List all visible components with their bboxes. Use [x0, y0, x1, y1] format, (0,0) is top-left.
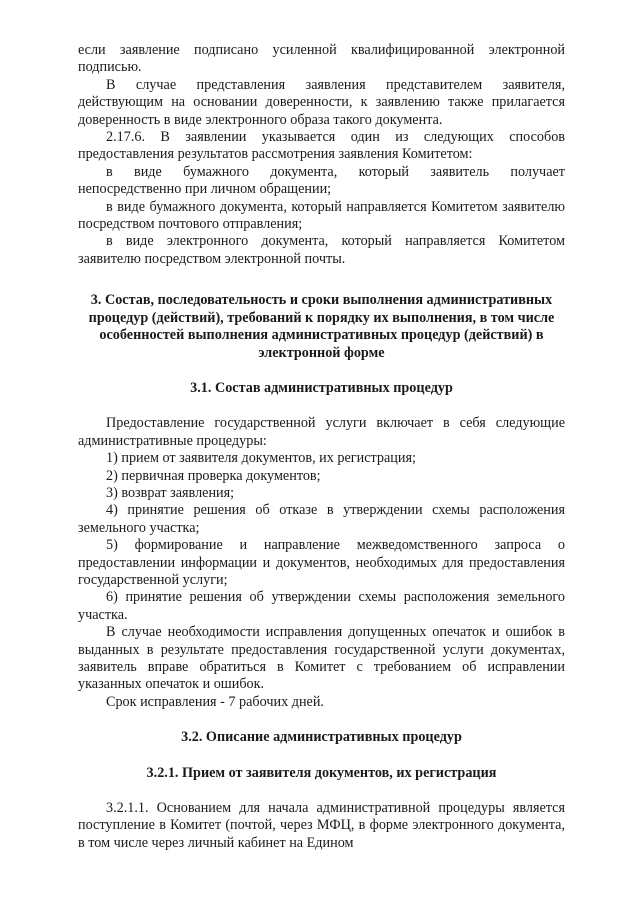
paragraph-3-2-1-1: 3.2.1.1. Основанием для начала административной процедуры является поступление в Комитет (почтой, через МФЦ, в форме электронного документа, в том числе через личный кабинет на Едином — [78, 800, 565, 851]
list-item-4: 4) принятие решения об отказе в утверждении схемы расположения земельного участка; — [78, 502, 565, 536]
list-item-5: 5) формирование и направление межведомственного запроса о предоставлении информации и документов, необходимых для предоставления государственной услуги; — [78, 537, 565, 588]
paragraph-representative: В случае представления заявления представителем заявителя, действующим на основании доверенности, к заявлению также прилагается доверенность в виде электронного образа такого документа. — [78, 76, 565, 128]
paragraph-2-17-6: 2.17.6. В заявлении указывается один из следующих способов предоставления результатов рассмотрения заявления Комитетом: — [78, 129, 565, 163]
section-3-1-heading: 3.1. Состав административных процедур — [190, 379, 453, 396]
list-item-1: 1) прием от заявителя документов, их регистрация; — [106, 450, 416, 467]
paragraph-corrections: В случае необходимости исправления допущенных опечаток и ошибок в выданных в результате предоставления государственной услуги документах, заявитель вправе обратиться в Комитет с требованием об исправлении указанных опечаток и ошибок. — [78, 624, 565, 693]
section-3-2-heading: 3.2. Описание административных процедур — [181, 729, 462, 746]
paragraph-procedures-intro: Предоставление государственной услуги включает в себя следующие административные процедуры: — [78, 415, 565, 449]
paragraph-paper-personal: в виде бумажного документа, который заявитель получает непосредственно при личном обращении; — [78, 163, 565, 198]
list-item-6: 6) принятие решения об утверждении схемы расположения земельного участка. — [78, 589, 565, 623]
list-item-3: 3) возврат заявления; — [106, 484, 235, 501]
section-3-2-1-heading: 3.2.1. Прием от заявителя документов, их регистрация — [146, 764, 497, 781]
paragraph-paper-mail: в виде бумажного документа, который направляется Комитетом заявителю посредством почтового отправления; — [78, 198, 565, 233]
paragraph-electronic-mail: в виде электронного документа, который направляется Комитетом заявителю посредством электронной почты. — [78, 233, 565, 267]
paragraph-correction-term: Срок исправления - 7 рабочих дней. — [106, 693, 324, 710]
list-item-2: 2) первичная проверка документов; — [106, 467, 321, 484]
section-3-heading: 3. Состав, последовательность и сроки выполнения административных процедур (действий), требований к порядку их выполнения, в том числе особенностей выполнения административных процедур (действий) в электронной форме — [88, 292, 555, 361]
paragraph-signature: если заявление подписано усиленной квалифицированной электронной подписью. — [78, 42, 565, 76]
